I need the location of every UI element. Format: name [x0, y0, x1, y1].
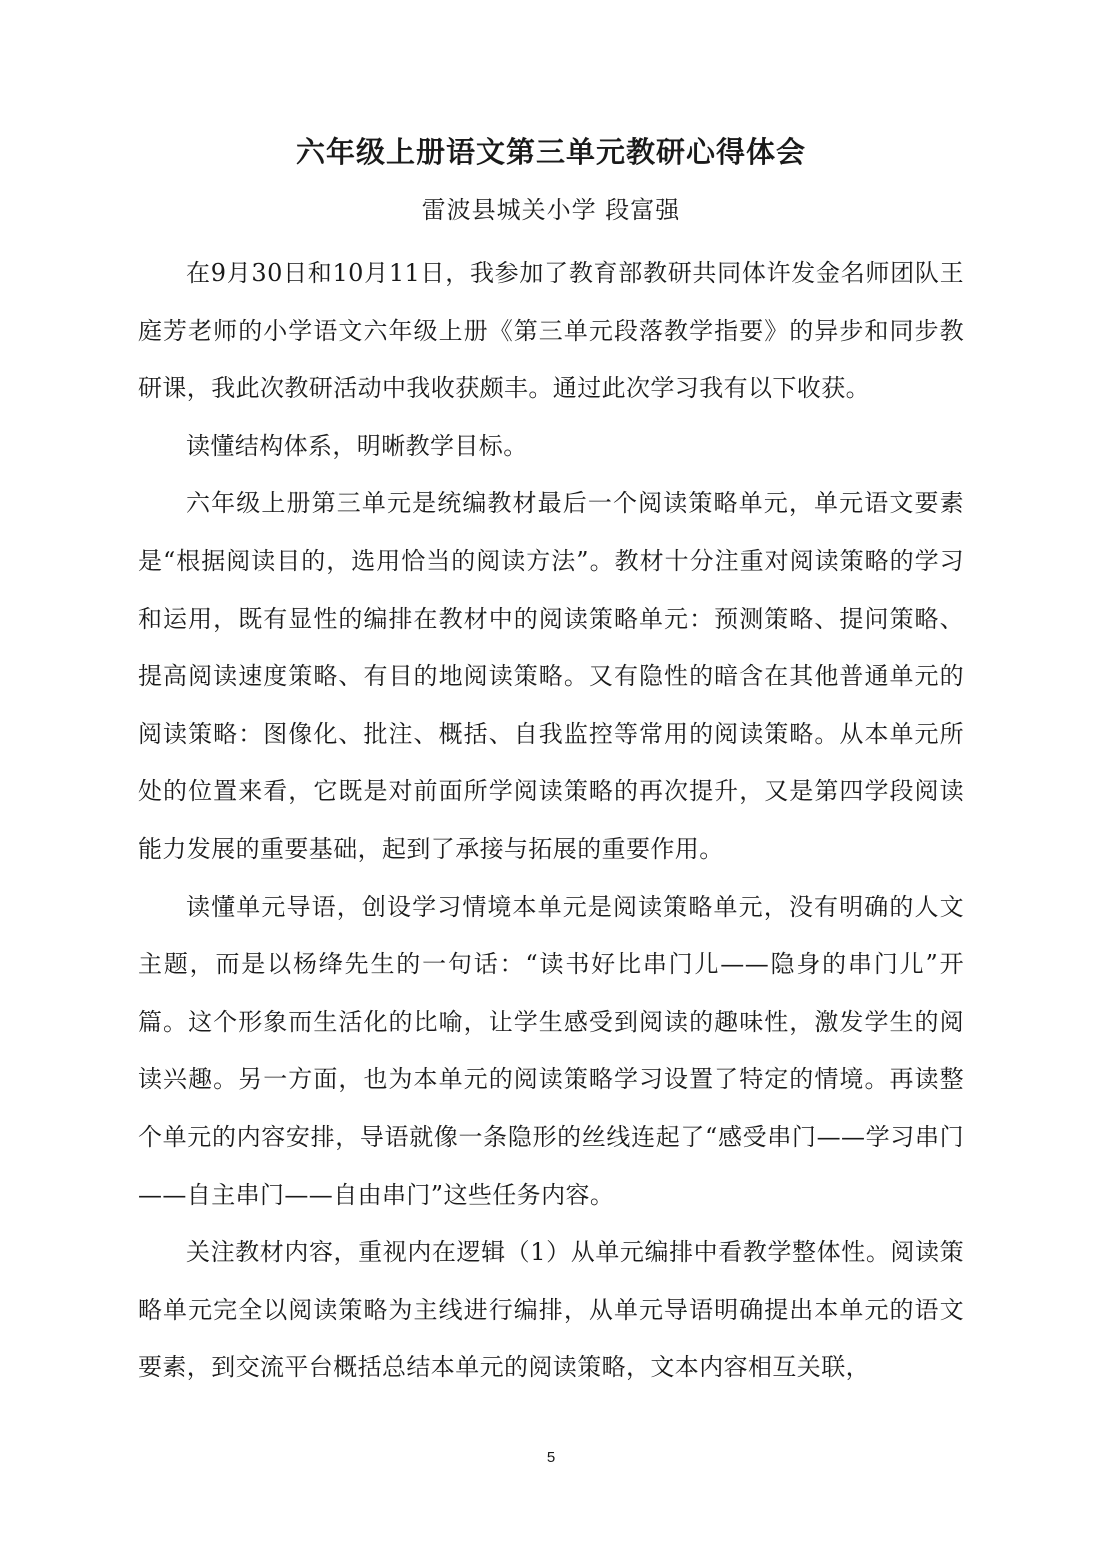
paragraph-textbook-content: 关注教材内容，重视内在逻辑（1）从单元编排中看教学整体性。阅读策略单元完全以阅读策略为主线进行编排，从单元导语明确提出本单元的语文要素，到交流平台概括总结本单元的阅读策略，文本内容相互关联， [138, 1238, 964, 1382]
paragraph-unit-guide: 读懂单元导语，创设学习情境本单元是阅读策略单元，没有明确的人文主题，而是以杨绛先生的一句话：“读书好比串门儿——隐身的串门儿”开篇。这个形象而生活化的比喻，让学生感受到阅读的趣味性，激发学生的阅读兴趣。另一方面，也为本单元的阅读策略学习设置了特定的情境。再读整个单元的内容安排，导语就像一条隐形的丝线连起了“感受串门——学习串门——自主串门——自由串门”这些任务内容。 [138, 892, 964, 1209]
page-number: 5 [546, 1449, 556, 1466]
paragraph-heading-structure: 读懂结构体系，明晰教学目标。 [186, 431, 528, 460]
document-body [138, 245, 964, 1397]
document-title: 六年级上册语文第三单元教研心得体会 [295, 135, 806, 169]
paragraph-unit-overview: 六年级上册第三单元是统编教材最后一个阅读策略单元，单元语文要素是“根据阅读目的，选用恰当的阅读方法”。教材十分注重对阅读策略的学习和运用，既有显性的编排在教材中的阅读策略单元：预测策略、提问策略、提高阅读速度策略、有目的地阅读策略。又有隐性的暗含在其他普通单元的阅读策略：图像化、批注、概括、自我监控等常用的阅读策略。从本单元所处的位置来看，它既是对前面所学阅读策略的再次提升，又是第四学段阅读能力发展的重要基础，起到了承接与拓展的重要作用。 [138, 489, 964, 863]
document-author: 雷波县城关小学 段富强 [421, 196, 681, 224]
paragraph-intro: 在9月30日和10月11日，我参加了教育部教研共同体许发金名师团队王庭芳老师的小学语文六年级上册《第三单元段落教学指要》的异步和同步教研课，我此次教研活动中我收获颇丰。通过此次学习我有以下收获。 [138, 259, 964, 403]
